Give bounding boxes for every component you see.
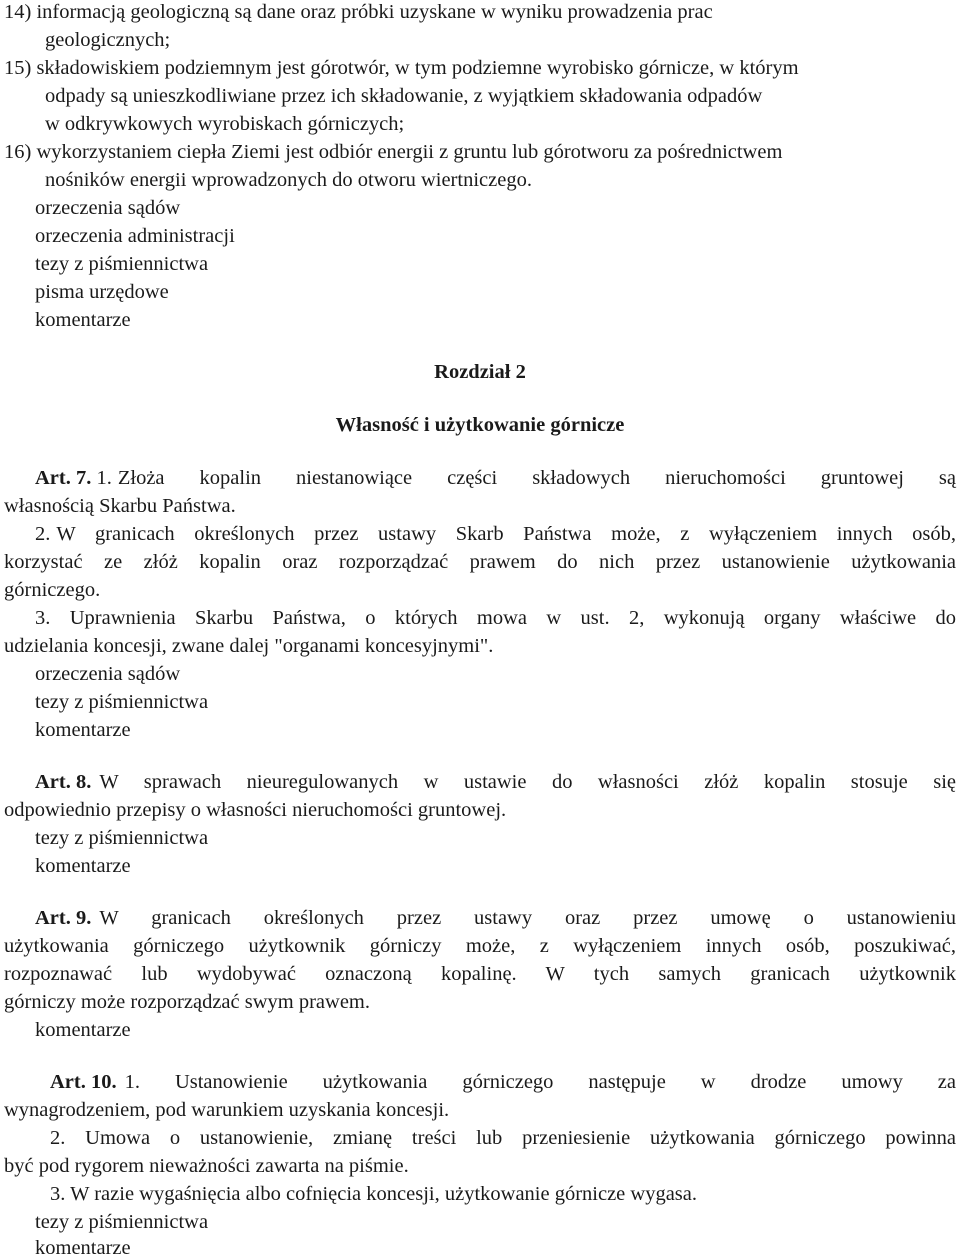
link-literature-theses[interactable]: tezy z piśmiennictwa	[35, 253, 209, 275]
link-official-letters[interactable]: pisma urzędowe	[35, 281, 169, 303]
art-7-par-2-line-2: korzystać ze złóż kopalin oraz rozporządzać prawem do nich przez ustanowienie użytkowania	[4, 551, 956, 573]
item-15-line-1: 15) składowiskiem podziemnym jest górotwór, w tym podziemne wyrobisko górnicze, w którym	[4, 57, 799, 79]
art-9-text-1: W granicach określonych przez ustawy oraz przez umowę o ustanowieniu	[99, 907, 956, 929]
art-8-line-1	[35, 770, 956, 794]
link-literature-theses[interactable]: tezy z piśmiennictwa	[35, 1211, 209, 1233]
link-commentaries[interactable]: komentarze	[35, 1019, 131, 1041]
art-10-par-2-line-1: 2. Umowa o ustanowienie, zmianę treści lub przeniesienie użytkowania górniczego powinna	[50, 1127, 956, 1149]
art-9-line-4: górniczy może rozporządzać swym prawem.	[4, 991, 370, 1013]
link-court-rulings[interactable]: orzeczenia sądów	[35, 663, 181, 685]
art-9-line-3: rozpoznawać lub wydobywać oznaczoną kopalinę. W tych samych granicach użytkownik	[4, 963, 956, 985]
chapter-number: Rozdział 2	[434, 361, 526, 383]
art-9-heading: Art. 9.	[35, 907, 92, 929]
link-court-rulings[interactable]: orzeczenia sądów	[35, 197, 181, 219]
item-16-line-1: 16) wykorzystaniem ciepła Ziemi jest odbiór energii z gruntu lub górotworu za pośrednictwem	[4, 141, 783, 163]
art-7-line-1	[35, 466, 956, 490]
art-7-par-2-line-1	[35, 522, 956, 546]
art-7-heading: Art. 7.	[35, 467, 92, 489]
item-15-line-3: w odkrywkowych wyrobiskach górniczych;	[45, 113, 405, 135]
link-commentaries[interactable]: komentarze	[35, 309, 131, 331]
art-9-line-2: użytkowania górniczego użytkownik górniczy może, z wyłączeniem innych osób, poszukiwać,	[4, 935, 956, 957]
art-9-line-1	[35, 906, 956, 930]
item-15-line-2: odpady są unieszkodliwiane przez ich składowanie, z wyjątkiem składowania odpadów	[45, 85, 763, 107]
art-8-line-2: odpowiednio przepisy o własności nieruchomości gruntowej.	[4, 799, 507, 821]
art-8-text-1: W sprawach nieuregulowanych w ustawie do własności złóż kopalin stosuje się	[99, 771, 956, 793]
link-administrative-rulings[interactable]: orzeczenia administracji	[35, 225, 235, 247]
link-commentaries[interactable]: komentarze	[35, 855, 131, 877]
link-literature-theses[interactable]: tezy z piśmiennictwa	[35, 691, 209, 713]
item-14-line-2: geologicznych;	[45, 29, 171, 51]
item-14-line-1: 14) informacją geologiczną są dane oraz próbki uzyskane w wyniku prowadzenia prac	[4, 1, 713, 23]
link-literature-theses[interactable]: tezy z piśmiennictwa	[35, 827, 209, 849]
link-commentaries[interactable]: komentarze	[35, 719, 131, 741]
art-10-heading: Art. 10.	[50, 1071, 117, 1093]
art-10-par-1-line-2: wynagrodzeniem, pod warunkiem uzyskania koncesji.	[4, 1099, 450, 1121]
art-7-par-3-line-1: 3. Uprawnienia Skarbu Państwa, o których mowa w ust. 2, wykonują organy właściwe do	[35, 607, 956, 629]
art-10-par-1-text: 1. Ustanowienie użytkowania górniczego następuje w drodze umowy za	[124, 1071, 956, 1093]
item-16-line-2: nośników energii wprowadzonych do otworu wiertniczego.	[45, 169, 532, 191]
art-7-par-2-number: 2.	[35, 523, 51, 545]
link-commentaries[interactable]: komentarze	[35, 1237, 131, 1259]
art-7-par-2-line-3: górniczego.	[4, 579, 101, 601]
art-7-par-1-text: Złoża kopalin niestanowiące części składowych nieruchomości gruntowej są	[117, 467, 956, 489]
art-7-par-1-number: 1.	[96, 467, 112, 489]
art-7-par-3-line-2: udzielania koncesji, zwane dalej "organami koncesyjnymi".	[4, 635, 494, 657]
art-10-par-3-line-1: 3. W razie wygaśnięcia albo cofnięcia koncesji, użytkowanie górnicze wygasa.	[50, 1183, 698, 1205]
art-8-heading: Art. 8.	[35, 771, 92, 793]
art-10-par-2-line-2: być pod rygorem nieważności zawarta na piśmie.	[4, 1155, 409, 1177]
chapter-title: Własność i użytkowanie górnicze	[335, 414, 625, 436]
art-7-par-2-text: W granicach określonych przez ustawy Skarb Państwa może, z wyłączeniem innych osób,	[56, 523, 956, 545]
art-7-line-2: własnością Skarbu Państwa.	[4, 495, 236, 517]
art-10-line-1	[50, 1070, 956, 1094]
